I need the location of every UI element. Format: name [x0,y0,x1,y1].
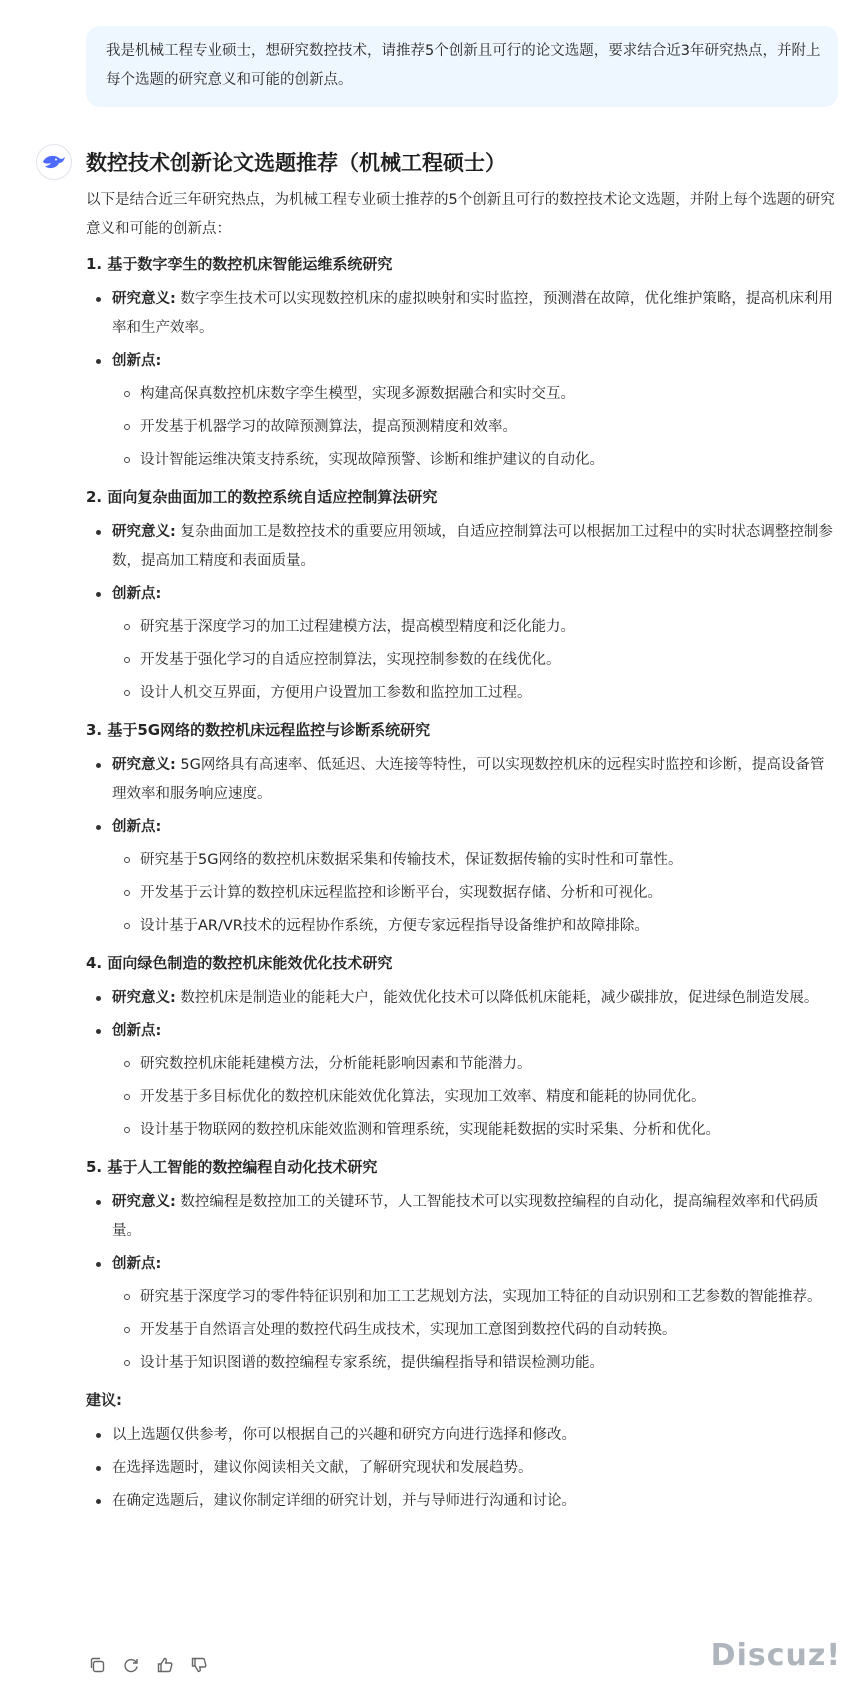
innovation-item [112,813,838,941]
innovation-item [112,580,838,708]
innovation-point: 开发基于机器学习的故障预测算法，提高预测精度和效率。 [140,413,838,442]
innovation-list [112,613,838,708]
innovation-point: 构建高保真数控机床数字孪生模型，实现多源数据融合和实时交互。 [140,380,838,409]
regenerate-icon [122,1656,140,1674]
innovation-label: 创新点: [112,586,162,602]
whale-logo-icon [42,153,66,171]
answer-intro: 以下是结合近三年研究热点，为机械工程专业硕士推荐的5个创新且可行的数控技术论文选题，并附上每个选题的研究意义和可能的创新点： [86,192,835,237]
innovation-point: 设计基于物联网的数控机床能效监测和管理系统，实现能耗数据的实时采集、分析和优化。 [140,1116,838,1145]
topic-title: 4. 面向绿色制造的数控机床能效优化技术研究 [86,954,393,972]
innovation-item [112,1017,838,1145]
assistant-avatar [36,144,72,180]
significance-label: 研究意义: [112,524,176,540]
topic-section [86,716,838,941]
innovation-point: 设计基于知识图谱的数控编程专家系统，提供编程指导和错误检测功能。 [140,1349,838,1378]
significance-label: 研究意义: [112,291,176,307]
innovation-point: 设计智能运维决策支持系统，实现故障预警、诊断和维护建议的自动化。 [140,446,838,475]
thumbs-up-button[interactable] [154,1654,176,1676]
significance-text: 数控机床是制造业的能耗大户，能效优化技术可以降低机床能耗，减少碳排放，促进绿色制造发展。 [180,990,819,1006]
advice-item: 以上选题仅供参考，你可以根据自己的兴趣和研究方向进行选择和修改。 [112,1421,838,1450]
significance-item [112,751,838,809]
regenerate-button[interactable] [120,1654,142,1676]
innovation-list [112,846,838,941]
innovation-point: 研究基于5G网络的数控机床数据采集和传输技术，保证数据传输的实时性和可靠性。 [140,846,838,875]
significance-item [112,518,838,576]
innovation-point: 研究基于深度学习的零件特征识别和加工工艺规划方法，实现加工特征的自动识别和工艺参数的智能推荐。 [140,1283,838,1312]
topic-points [86,285,838,475]
innovation-list [112,380,838,475]
advice-list [86,1421,838,1516]
innovation-list [112,1283,838,1378]
significance-text: 5G网络具有高速率、低延迟、大连接等特性，可以实现数控机床的远程实时监控和诊断，提高设备管理效率和服务响应速度。 [112,757,825,802]
innovation-label: 创新点: [112,1256,162,1272]
topic-section [86,483,838,708]
topic-section [86,949,838,1145]
significance-item [112,285,838,343]
topic-points [86,751,838,941]
topic-list [86,250,838,1378]
copy-icon [88,1656,106,1674]
thumbs-up-icon [156,1656,174,1674]
innovation-item [112,347,838,475]
innovation-label: 创新点: [112,819,162,835]
user-message-text: 我是机械工程专业硕士，想研究数控技术，请推荐5个创新且可行的论文选题，要求结合近3年研究热点，并附上每个选题的研究意义和可能的创新点。 [106,43,821,88]
significance-label: 研究意义: [112,990,176,1006]
significance-text: 数字孪生技术可以实现数控机床的虚拟映射和实时监控，预测潜在故障，优化维护策略，提高机床利用率和生产效率。 [112,291,833,336]
innovation-point: 开发基于强化学习的自适应控制算法，实现控制参数的在线优化。 [140,646,838,675]
innovation-item [112,1250,838,1378]
topic-title: 3. 基于5G网络的数控机床远程监控与诊断系统研究 [86,721,431,739]
topic-points [86,1188,838,1378]
assistant-answer [86,148,838,1522]
innovation-point: 设计基于AR/VR技术的远程协作系统，方便专家远程指导设备维护和故障排除。 [140,912,838,941]
topic-points [86,518,838,708]
innovation-point: 设计人机交互界面，方便用户设置加工参数和监控加工过程。 [140,679,838,708]
thumbs-down-button[interactable] [188,1654,210,1676]
significance-label: 研究意义: [112,757,176,773]
significance-text: 数控编程是数控加工的关键环节，人工智能技术可以实现数控编程的自动化，提高编程效率和代码质量。 [112,1194,819,1239]
topic-points [86,984,838,1145]
innovation-label: 创新点: [112,1023,162,1039]
advice-item: 在确定选题后，建议你制定详细的研究计划，并与导师进行沟通和讨论。 [112,1487,838,1516]
innovation-point: 开发基于云计算的数控机床远程监控和诊断平台，实现数据存储、分析和可视化。 [140,879,838,908]
user-message-bubble [86,26,838,107]
innovation-point: 开发基于多目标优化的数控机床能效优化算法，实现加工效率、精度和能耗的协同优化。 [140,1083,838,1112]
advice-item: 在选择选题时，建议你阅读相关文献，了解研究现状和发展趋势。 [112,1454,838,1483]
topic-section [86,1153,838,1378]
copy-button[interactable] [86,1654,108,1676]
advice-title: 建议: [86,1391,122,1409]
topic-title: 5. 基于人工智能的数控编程自动化技术研究 [86,1158,378,1176]
topic-title: 1. 基于数字孪生的数控机床智能运维系统研究 [86,255,393,273]
significance-text: 复杂曲面加工是数控技术的重要应用领域，自适应控制算法可以根据加工过程中的实时状态调整控制参数，提高加工精度和表面质量。 [112,524,833,569]
answer-title: 数控技术创新论文选题推荐（机械工程硕士） [86,151,506,175]
innovation-label: 创新点: [112,353,162,369]
innovation-point: 研究基于深度学习的加工过程建模方法，提高模型精度和泛化能力。 [140,613,838,642]
significance-item [112,984,838,1013]
significance-label: 研究意义: [112,1194,176,1210]
thumbs-down-icon [190,1656,208,1674]
topic-section [86,250,838,475]
innovation-list [112,1050,838,1145]
significance-item [112,1188,838,1246]
message-actions [86,1654,210,1676]
topic-title: 2. 面向复杂曲面加工的数控系统自适应控制算法研究 [86,488,438,506]
watermark: Discuz! [710,1638,841,1673]
innovation-point: 研究数控机床能耗建模方法，分析能耗影响因素和节能潜力。 [140,1050,838,1079]
innovation-point: 开发基于自然语言处理的数控代码生成技术，实现加工意图到数控代码的自动转换。 [140,1316,838,1345]
